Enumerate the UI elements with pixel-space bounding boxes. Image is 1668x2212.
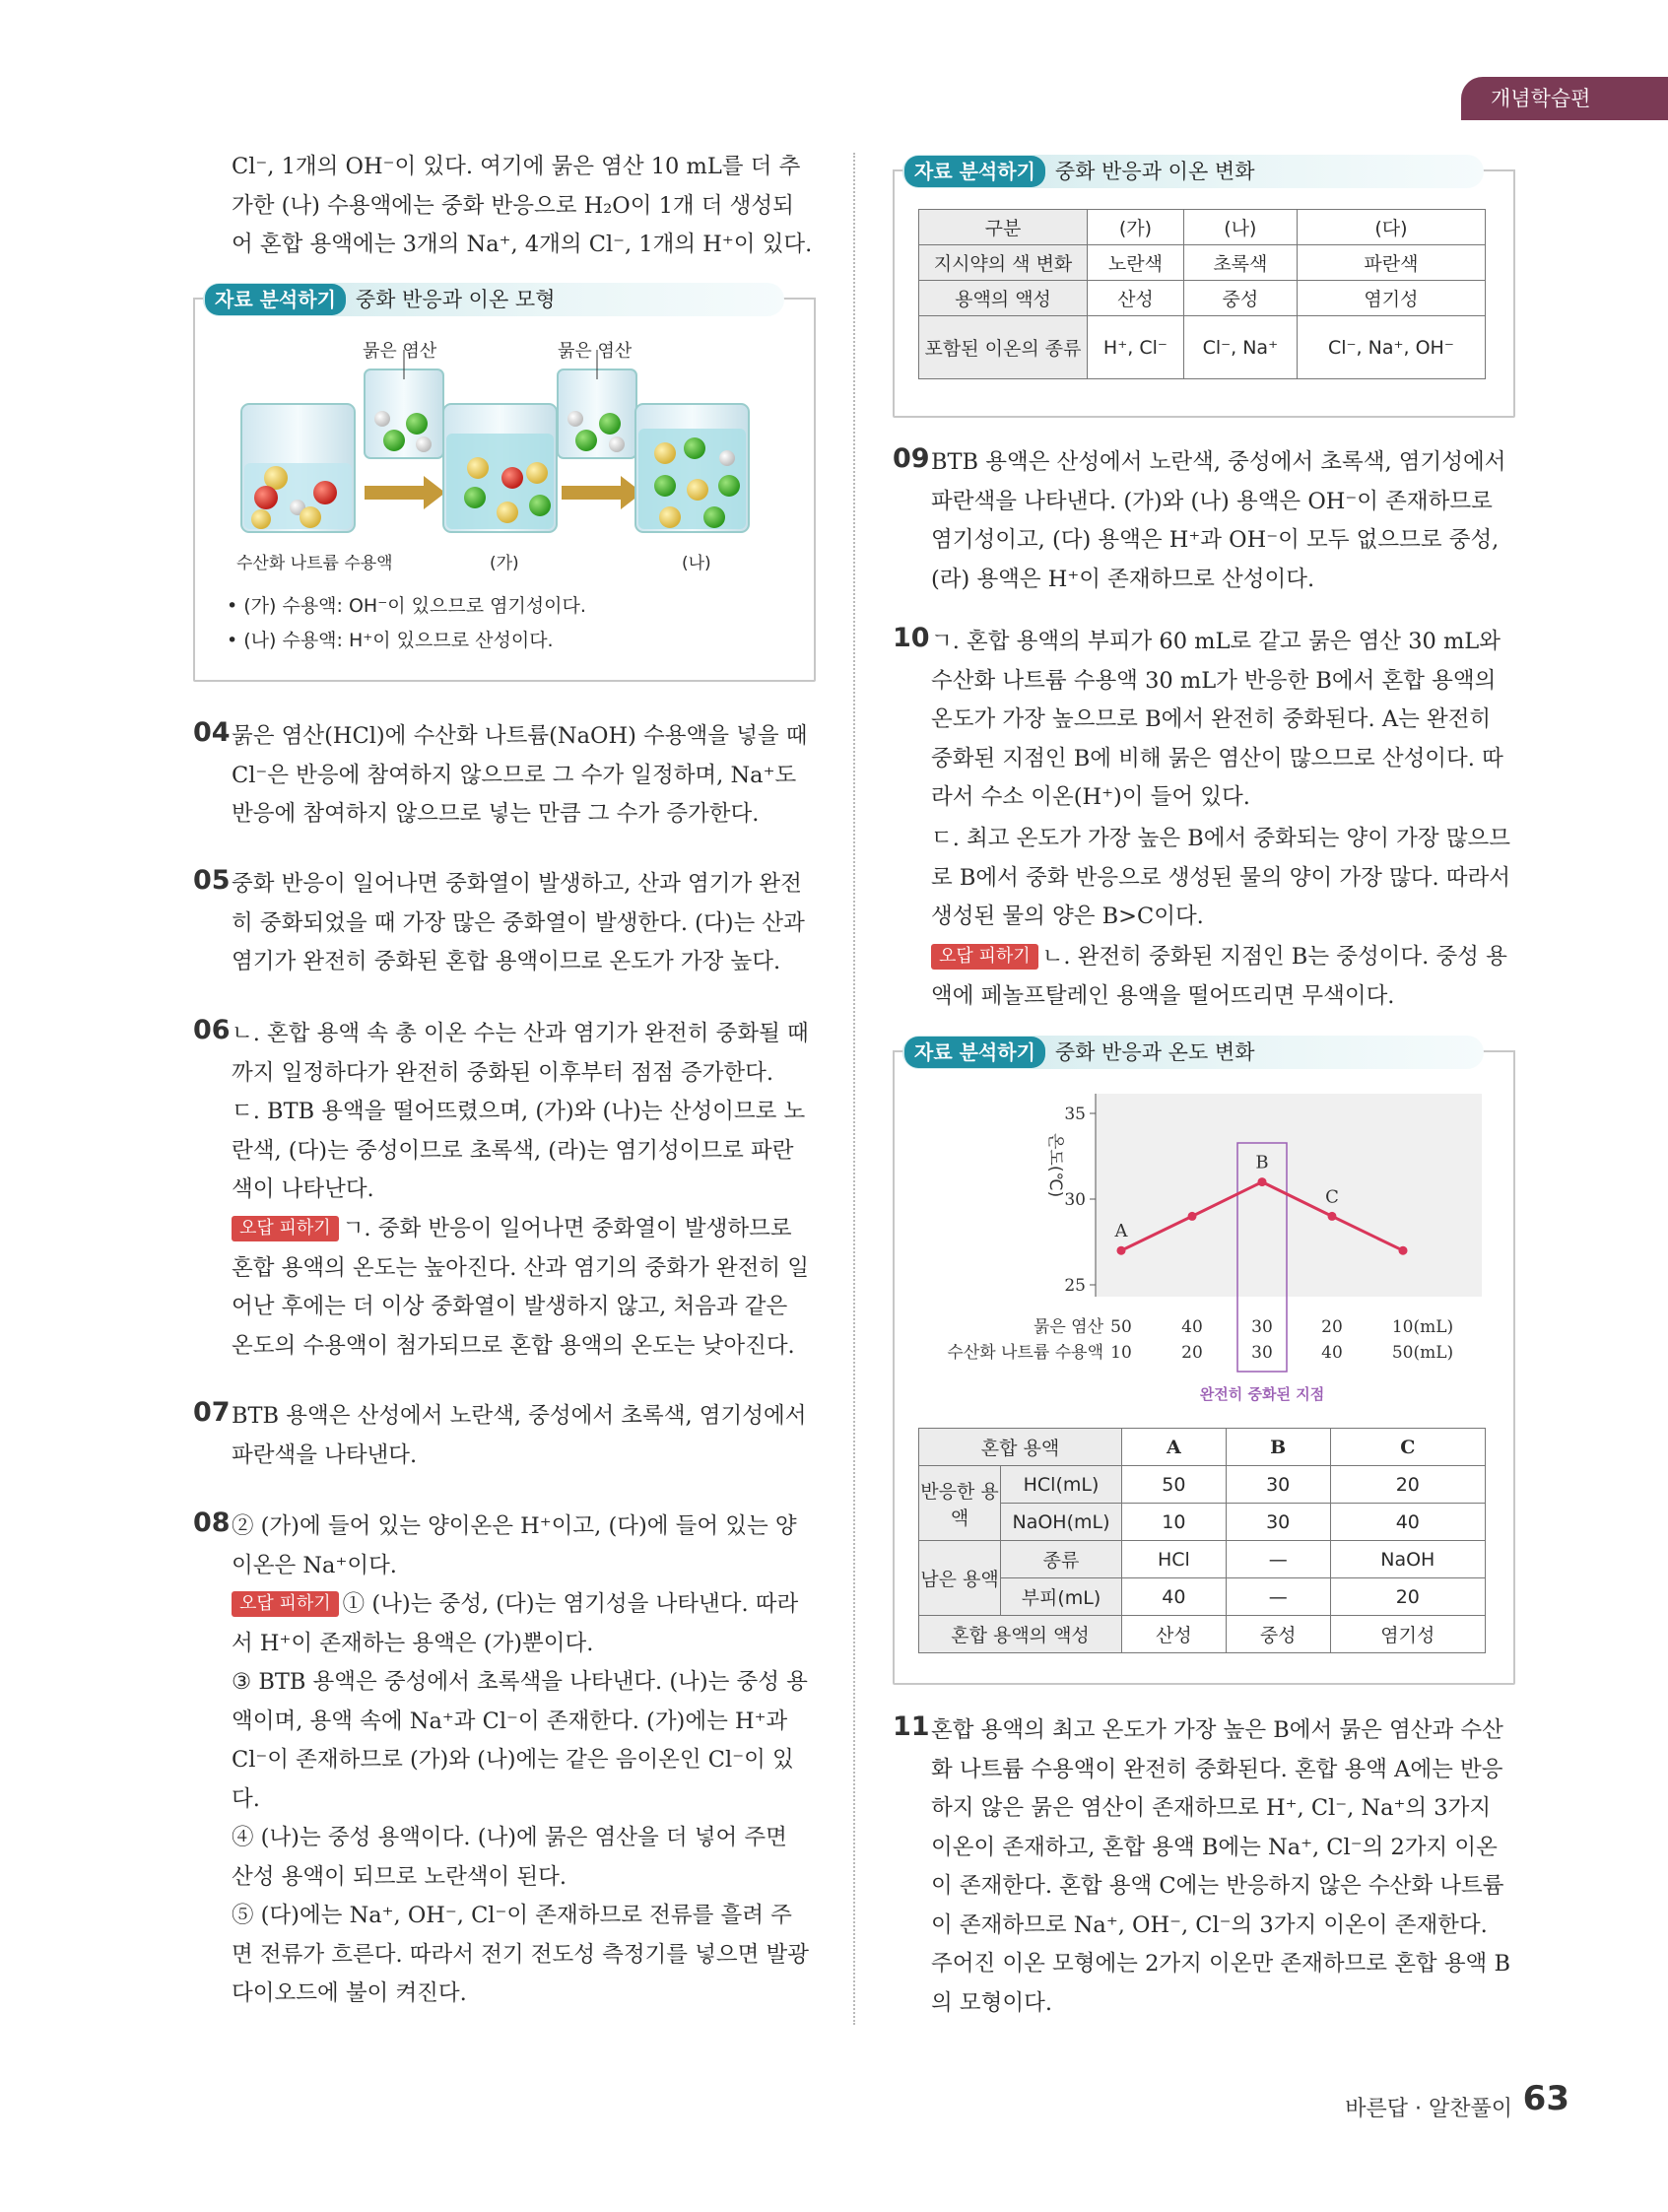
table-cell: 종류: [1001, 1541, 1122, 1578]
x-row1-label: 묽은 염산: [1033, 1317, 1103, 1337]
table-cell: 40: [1122, 1578, 1227, 1616]
box3-title: 중화 반응과 온도 변화: [1054, 1040, 1255, 1064]
table-cell: 30: [1226, 1466, 1330, 1504]
y-tick-label: 25: [1064, 1276, 1086, 1296]
table-cell: HCl(mL): [1001, 1466, 1122, 1504]
table-cell: 염기성: [1330, 1616, 1485, 1653]
question-number-06: 06: [193, 1015, 231, 1045]
page-number: 63: [1522, 2079, 1569, 2118]
column-divider: [853, 153, 855, 2025]
x-tick-label: 20: [1321, 1317, 1343, 1337]
box2-title-bar: [902, 155, 1484, 188]
table-cell: 50: [1122, 1466, 1227, 1504]
answer-08-b-text: ① (나)는 중성, (다)는 염기성을 나타낸다. 따라서 H⁺이 존재하는 용액은 (가)뿐이다.: [232, 1591, 799, 1656]
table-header: 혼합 용액: [919, 1429, 1122, 1466]
table-cell: 10: [1122, 1504, 1227, 1541]
table-header: B: [1226, 1429, 1330, 1466]
x-tick-label: 10: [1110, 1343, 1132, 1363]
answer-08-a: ② (가)에 들어 있는 양이온은 H⁺이고, (다)에 들어 있는 양이온은 Na⁺이다.: [232, 1513, 797, 1578]
ion-change-table: [918, 209, 1486, 379]
group-label: 남은 용액: [919, 1541, 1001, 1616]
temperature-line-chart: [902, 1084, 1501, 1419]
data-point: [1188, 1212, 1197, 1221]
table-cell: 용액의 액성: [919, 281, 1088, 316]
mixture-table: [918, 1428, 1486, 1653]
table-header: (다): [1297, 210, 1485, 245]
answer-08-e: ⑤ (다)에는 Na⁺, OH⁻, Cl⁻이 존재하므로 전류를 흘려 주면 전류가 흐른다. 따라서 전기 전도성 측정기를 넣으면 발광 다이오드에 불이 켜진다.: [232, 1903, 810, 2006]
beaker-label-naoh: 수산화 나트륨 수용액: [236, 554, 393, 573]
data-point: [1399, 1246, 1408, 1255]
answer-07: BTB 용액은 산성에서 노란색, 중성에서 초록색, 염기성에서 파란색을 나타낸다.: [232, 1403, 807, 1468]
table-cell: 염기성: [1297, 281, 1485, 316]
neutralization-annotation: 완전히 중화된 지점: [1199, 1385, 1325, 1403]
acid-label-1: 묽은 염산: [363, 341, 437, 362]
table-header: (가): [1088, 210, 1184, 245]
box3-title-bar: [902, 1036, 1484, 1069]
x-tick-label: 50: [1110, 1317, 1132, 1337]
answer-08-c: ③ BTB 용액은 중성에서 초록색을 나타낸다. (나)는 중성 용액이며, 용액 속에 Na⁺과 Cl⁻이 존재한다. (가)에는 H⁺과 Cl⁻이 존재하므로 (가)와 (나)에는 같은 음이온인 Cl⁻이 있다.: [232, 1669, 808, 1812]
x-tick-label: 40: [1321, 1343, 1343, 1363]
table-cell: 산성: [1088, 281, 1184, 316]
table-cell: NaOH: [1330, 1541, 1485, 1578]
data-point: [1117, 1246, 1126, 1255]
table-cell: 중성: [1183, 281, 1297, 316]
intro-text: Cl⁻, 1개의 OH⁻이 있다. 여기에 묽은 염산 10 mL를 더 추가한 (나) 수용액에는 중화 반응으로 H₂O이 1개 더 생성되어 혼합 용액에는 3개의 Na⁺, 4개의 Cl⁻, 1개의 H⁺이 있다.: [232, 154, 813, 257]
table-cell: 30: [1226, 1504, 1330, 1541]
question-number-11: 11: [893, 1711, 930, 1742]
section-tab: 개념학습편: [1461, 77, 1668, 120]
table-header: 구분: [919, 210, 1088, 245]
acid-label-2: 묽은 염산: [558, 341, 633, 362]
beaker-na: [635, 404, 749, 532]
answer-08-d: ④ (나)는 중성 용액이다. (나)에 묽은 염산을 더 넣어 주면 산성 용액이 되므로 노란색이 된다.: [232, 1825, 787, 1890]
question-number-10: 10: [893, 623, 930, 653]
question-number-07: 07: [193, 1397, 231, 1428]
table-cell: NaOH(mL): [1001, 1504, 1122, 1541]
table-cell: —: [1226, 1541, 1330, 1578]
table-cell: 파란색: [1297, 245, 1485, 281]
table-cell: 20: [1330, 1466, 1485, 1504]
point-label-c: C: [1325, 1186, 1339, 1208]
table-cell: HCl: [1122, 1541, 1227, 1578]
x-tick-label: 40: [1181, 1317, 1203, 1337]
answer-06-c-text: ㄱ. 중화 반응이 일어나면 중화열이 발생하므로 혼합 용액의 온도는 높아진다. 산과 염기의 중화가 완전히 일어난 후에는 더 이상 중화열이 발생하지 않고, 처음과 같은 온도의 수용액이 첨가되므로 혼합 용액의 온도는 낮아진다.: [232, 1216, 810, 1359]
beaker-label-ga: (가): [490, 554, 519, 573]
table-cell: 노란색: [1088, 245, 1184, 281]
box2-title: 중화 반응과 이온 변화: [1054, 160, 1255, 183]
answer-08-b: [232, 1585, 813, 1663]
table-header: (나): [1183, 210, 1297, 245]
answer-10-c-text: ㄴ. 완전히 중화된 지점인 B는 중성이다. 중성 용액에 페놀프탈레인 용액을 떨어뜨리면 무색이다.: [931, 944, 1507, 1009]
table-cell: H⁺, Cl⁻: [1088, 316, 1184, 379]
table-cell: 산성: [1122, 1616, 1227, 1653]
x-tick-label: 20: [1181, 1343, 1203, 1363]
acid-beaker-1: [365, 350, 443, 458]
table-cell: 20: [1330, 1578, 1485, 1616]
table-header: A: [1122, 1429, 1227, 1466]
answer-06-c: [232, 1210, 813, 1366]
table-cell: 포함된 이온의 종류: [919, 316, 1088, 379]
answer-05: 중화 반응이 일어나면 중화열이 발생하고, 산과 염기가 완전히 중화되었을 때 가장 많은 중화열이 발생한다. (다)는 산과 염기가 완전히 중화된 혼합 용액이므로 온도가 가장 높다.: [232, 871, 805, 974]
naoh-beaker: [241, 404, 355, 532]
box1-bullet-2: • (나) 수용액: H⁺이 있으므로 산성이다.: [227, 630, 554, 651]
answer-10-a: ㄱ. 혼합 용액의 부피가 60 mL로 같고 묽은 염산 30 mL와 수산화 나트륨 수용액 30 mL가 반응한 B에서 혼합 용액의 온도가 가장 높으므로 B에서 완전히 중화된다. A는 완전히 중화된 지점인 B에 비해 묽은 염산이 많으므로 산성이다. 따라서 수소 이온(H⁺)이 들어 있다.: [931, 629, 1503, 810]
data-point: [1258, 1177, 1267, 1186]
y-axis-label: 온도(℃): [1045, 1133, 1065, 1198]
answer-09: BTB 용액은 산성에서 노란색, 중성에서 초록색, 염기성에서 파란색을 나타낸다. (가)와 (나) 용액은 OH⁻이 존재하므로 염기성이고, (다) 용액은 H⁺과 OH⁻이 모두 없으므로 중성, (라) 용액은 H⁺이 존재하므로 산성이다.: [931, 449, 1506, 592]
group-label: 반응한 용액: [919, 1466, 1001, 1541]
table-header: C: [1330, 1429, 1485, 1466]
answer-06-a: ㄴ. 혼합 용액 속 총 이온 수는 산과 염기가 완전히 중화될 때까지 일정하다가 완전히 중화된 이후부터 점점 증가한다.: [232, 1021, 809, 1086]
box2-badge: 자료 분석하기: [904, 156, 1045, 187]
beaker-ga: [443, 404, 557, 532]
x-tick-label: 50(mL): [1391, 1343, 1454, 1363]
box1-title-bar: [203, 283, 784, 316]
answer-11: 혼합 용액의 최고 온도가 가장 높은 B에서 묽은 염산과 수산화 나트륨 수용액이 완전히 중화된다. 혼합 용액 A에는 반응하지 않은 묽은 염산이 존재하므로 H⁺, Cl⁻, Na⁺의 3가지 이온이 존재하고, 혼합 용액 B에는 Na⁺, Cl⁻의 2가지 이온이 존재한다. 혼합 용액 C에는 반응하지 않은 수산화 나트륨이 존재하므로 Na⁺, OH⁻, Cl⁻의 3가지 이온이 존재한다. 주어진 이온 모형에는 2가지 이온만 존재하므로 혼합 용액 B의 모형이다.: [931, 1717, 1510, 2016]
box3-badge: 자료 분석하기: [904, 1037, 1045, 1068]
box1-bullet-1: • (가) 수용액: OH⁻이 있으므로 염기성이다.: [227, 595, 586, 617]
arrow-right-icon: [562, 476, 642, 509]
beaker-label-na: (나): [682, 554, 711, 573]
y-tick-label: 30: [1064, 1190, 1086, 1210]
x-tick-label: 30: [1251, 1317, 1273, 1337]
answer-10-c: [931, 938, 1512, 1016]
data-point: [1328, 1212, 1337, 1221]
table-cell: 부피(mL): [1001, 1578, 1122, 1616]
question-number-09: 09: [893, 443, 930, 474]
odap-badge: 오답 피하기: [931, 944, 1038, 970]
table-cell: Cl⁻, Na⁺: [1183, 316, 1297, 379]
question-number-04: 04: [193, 717, 231, 748]
point-label-a: A: [1114, 1221, 1128, 1242]
point-label-b: B: [1255, 1152, 1269, 1173]
question-number-05: 05: [193, 865, 231, 896]
table-cell: 지시약의 색 변화: [919, 245, 1088, 281]
box1-badge: 자료 분석하기: [205, 284, 346, 315]
table-cell: —: [1226, 1578, 1330, 1616]
answer-04: 묽은 염산(HCl)에 수산화 나트륨(NaOH) 수용액을 넣을 때 Cl⁻은 반응에 참여하지 않으므로 그 수가 일정하며, Na⁺도 반응에 참여하지 않으므로 넣는 만큼 그 수가 증가한다.: [232, 723, 808, 827]
arrow-right-icon: [365, 476, 445, 509]
table-cell: 40: [1330, 1504, 1485, 1541]
x-row2-label: 수산화 나트륨 수용액: [947, 1343, 1103, 1363]
answer-06-b: ㄷ. BTB 용액을 떨어뜨렸으며, (가)와 (나)는 산성이므로 노란색, (다)는 중성이므로 초록색, (라)는 염기성이므로 파란색이 나타난다.: [232, 1099, 806, 1202]
y-tick-label: 35: [1064, 1105, 1086, 1124]
answer-10-b: ㄷ. 최고 온도가 가장 높은 B에서 중화되는 양이 가장 많으므로 B에서 중화 반응으로 생성된 물의 양이 가장 많다. 따라서 생성된 물의 양은 B>C이다.: [931, 826, 1510, 929]
x-tick-label: 30: [1251, 1343, 1273, 1363]
table-cell: 초록색: [1183, 245, 1297, 281]
acid-beaker-2: [558, 350, 636, 458]
table-cell: 혼합 용액의 액성: [919, 1616, 1122, 1653]
box1-title: 중화 반응과 이온 모형: [355, 288, 556, 311]
ion-model-illustration: [227, 330, 788, 576]
footer-text: 바른답 · 알찬풀이: [1345, 2097, 1512, 2121]
odap-badge: 오답 피하기: [232, 1591, 339, 1617]
table-cell: 중성: [1226, 1616, 1330, 1653]
odap-badge: 오답 피하기: [232, 1216, 339, 1241]
question-number-08: 08: [193, 1508, 231, 1538]
table-cell: Cl⁻, Na⁺, OH⁻: [1297, 316, 1485, 379]
x-tick-label: 10(mL): [1391, 1317, 1454, 1337]
